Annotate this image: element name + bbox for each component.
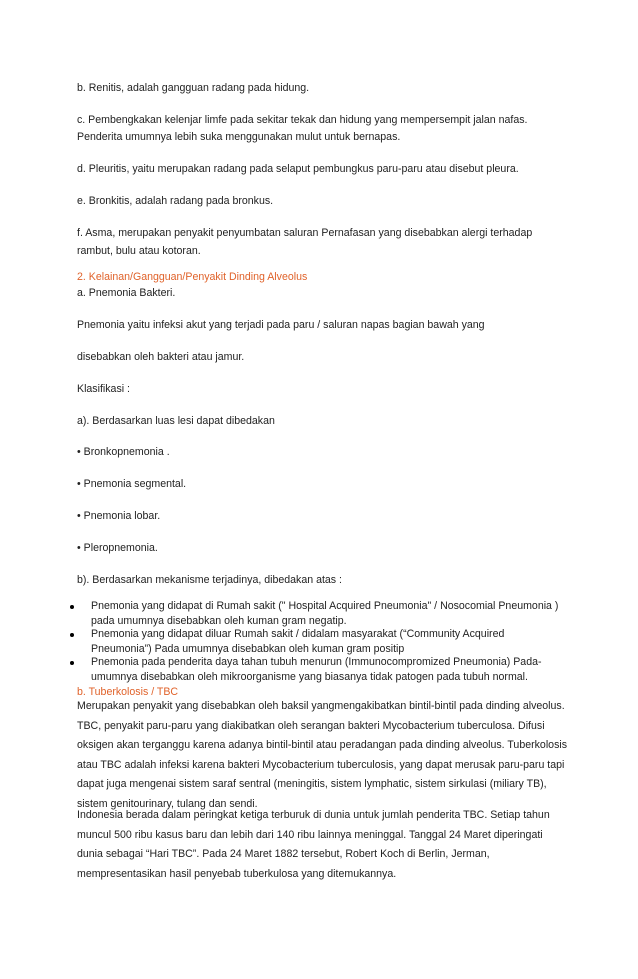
list-item-line-1: Pnemonia yang didapat diluar Rumah sakit / didalam masyarakat (“Community Acquired bbox=[91, 628, 505, 640]
indonesia-paragraph bbox=[77, 806, 569, 884]
klasifikasi-label: Klasifikasi : bbox=[77, 383, 130, 395]
list-item-line-2: umumnya disebabkan oleh mikroorganisme yang biasanya tidak patogen pada tubuh normal. bbox=[91, 671, 528, 683]
list-item-line-2: Pneumonia”) Pada umumnya disebabkan oleh kuman gram positip bbox=[91, 643, 405, 655]
classification-by-mechanism: b). Berdasarkan mekanisme terjadinya, dibedakan atas : bbox=[77, 574, 342, 586]
list-item-pleropnemonia: • Pleropnemonia. bbox=[77, 542, 158, 554]
definition-line-2: disebabkan oleh bakteri atau jamur. bbox=[77, 351, 245, 363]
item-f-line-1: f. Asma, merupakan penyakit penyumbatan saluran Pernafasan yang disebabkan alergi terhadap bbox=[77, 227, 533, 239]
paragraph-line: dunia sebagai “Hari TBC”. Pada 24 Maret 1882 tersebut, Robert Koch di Berlin, Jerman, bbox=[77, 848, 490, 861]
paragraph-line: Merupakan penyakit yang disebabkan oleh baksil yangmengakibatkan bintil-bintil pada dinding alveolus. bbox=[77, 700, 565, 712]
bullet-icon bbox=[70, 633, 74, 637]
item-d-pleuritis: d. Pleuritis, yaitu merupakan radang pada selaput pembungkus paru-paru atau disebut pleura. bbox=[77, 163, 519, 175]
paragraph-line: Indonesia berada dalam peringkat ketiga terburuk di dunia untuk jumlah penderita TBC. Setiap tahun bbox=[77, 809, 550, 821]
list-item-line-2: pada umumnya disebabkan oleh kuman gram negatip. bbox=[91, 615, 347, 627]
list-item-lobar: • Pnemonia lobar. bbox=[77, 510, 161, 522]
list-item-community-acquired bbox=[77, 627, 567, 657]
classification-by-lesion: a). Berdasarkan luas lesi dapat dibedakan bbox=[77, 415, 275, 427]
list-item-line-1: Pnemonia yang didapat di Rumah sakit (" Hospital Acquired Pneumonia" / Nosocomial Pneumonia ) bbox=[91, 600, 559, 612]
list-item-immunocompromized bbox=[77, 655, 567, 685]
paragraph-line: oksigen akan terganggu karena adanya bintil-bintil atau peradangan pada dinding alveolus. Tuberkolosis bbox=[77, 739, 568, 752]
subheading-pnemonia-bakteri: a. Pnemonia Bakteri. bbox=[77, 287, 176, 299]
paragraph-line: muncul 500 ribu kasus baru dan lebih dari 140 ribu lainnya meninggal. Tanggal 24 Maret diperingati bbox=[77, 828, 543, 841]
item-b-renitis: b. Renitis, adalah gangguan radang pada hidung. bbox=[77, 82, 310, 94]
tbc-paragraph bbox=[77, 697, 569, 815]
paragraph-line: sistem genitourinary, tulang dan sendi. bbox=[77, 797, 258, 810]
list-item-hospital-acquired bbox=[77, 599, 567, 629]
item-e-bronkitis: e. Bronkitis, adalah radang pada bronkus. bbox=[77, 195, 274, 207]
list-item-bronkopnemonia: • Bronkopnemonia . bbox=[77, 446, 170, 458]
list-item-segmental: • Pnemonia segmental. bbox=[77, 478, 187, 490]
section-heading-tbc: b. Tuberkolosis / TBC bbox=[77, 686, 179, 698]
paragraph-line: atau TBC adalah infeksi karena bakteri Mycobacterium tuberculosis, yang dapat merusak paru-paru tapi bbox=[77, 758, 565, 771]
paragraph-line: TBC, penyakit paru-paru yang diakibatkan oleh serangan bakteri Mycobacterium tuberculosa. Difusi bbox=[77, 719, 545, 732]
item-c-line-1: c. Pembengkakan kelenjar limfe pada sekitar tekak dan hidung yang mempersempit jalan nafas. bbox=[77, 114, 528, 126]
item-f-line-2: rambut, bulu atau kotoran. bbox=[77, 245, 201, 257]
list-item-line-1: Pnemonia pada penderita daya tahan tubuh menurun (Immunocompromized Pneumonia) Pada- bbox=[91, 656, 542, 668]
paragraph-line: mempresentasikan hasil penyebab tuberkulosa yang ditemukannya. bbox=[77, 867, 397, 880]
definition-line-1: Pnemonia yaitu infeksi akut yang terjadi pada paru / saluran napas bagian bawah yang bbox=[77, 319, 485, 331]
item-c-line-2: Penderita umumnya lebih suka menggunakan mulut untuk bernapas. bbox=[77, 131, 401, 143]
bullet-icon bbox=[70, 661, 74, 665]
bullet-icon bbox=[70, 605, 74, 609]
paragraph-line: dapat juga mengenai sistem saraf sentral (meningitis, sistem lymphatic, sistem sirkulasi (miliary TB), bbox=[77, 778, 547, 791]
section-heading-alveolus: 2. Kelainan/Gangguan/Penyakit Dinding Alveolus bbox=[77, 271, 308, 283]
